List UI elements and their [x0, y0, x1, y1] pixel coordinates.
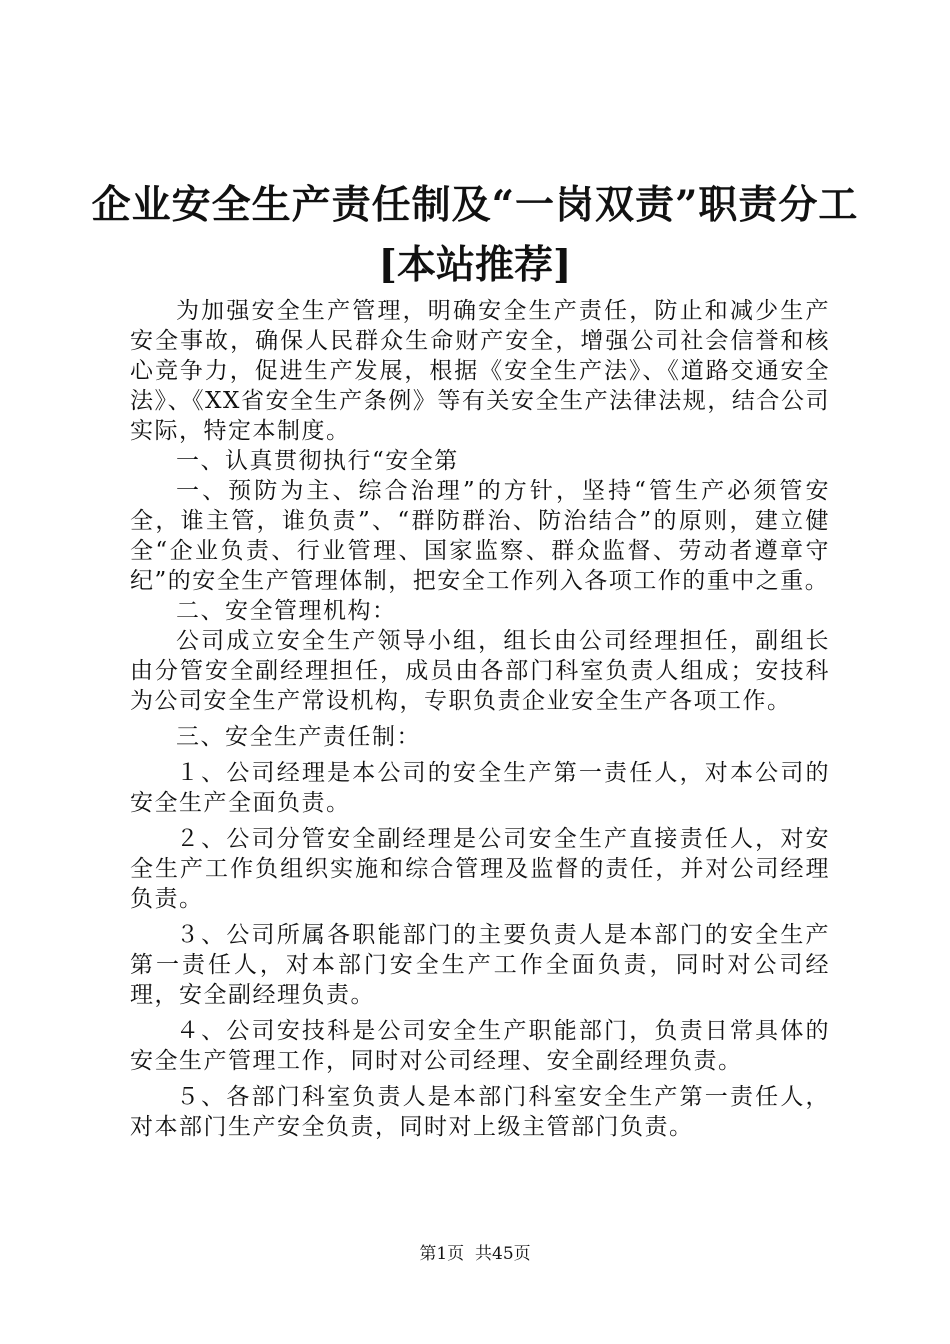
paragraph-policy: 一、预防为主、综合治理”的方针，坚持“管生产必须管安全，谁主管，谁负责”、“群防群治、防治结合”的原则，建立健全“企业负责、行业管理、国家监察、群众监督、劳动者遵章守纪”的安全生产管理体制，把安全工作列入各项工作的重中之重。	[130, 478, 830, 594]
paragraph-organization: 公司成立安全生产领导小组，组长由公司经理担任，副组长由分管安全副经理担任，成员由各部门科室负责人组成；安技科为公司安全生产常设机构，专职负责企业安全生产各项工作。	[130, 628, 830, 714]
page-number: 第1页	[419, 1244, 465, 1264]
paragraph-intro: 为加强安全生产管理，明确安全生产责任，防止和减少生产安全事故，确保人民群众生命财产安全，增强公司社会信誉和核心竞争力，促进生产发展，根据《安全生产法》、《道路交通安全法》、《XX省安全生产条例》等有关安全生产法律法规，结合公司实际，特定本制度。	[130, 298, 830, 444]
list-item-2: ２、公司分管安全副经理是公司安全生产直接责任人，对安全生产工作负组织实施和综合管理及监督的责任，并对公司经理负责。	[130, 826, 830, 912]
section-heading-2: 二、安全管理机构：	[176, 598, 397, 624]
document-subtitle: [本站推荐]	[378, 242, 572, 288]
list-item-4: ４、公司安技科是公司安全生产职能部门，负责日常具体的安全生产管理工作，同时对公司经理、安全副经理负责。	[130, 1018, 830, 1074]
list-item-1: １、公司经理是本公司的安全生产第一责任人，对本公司的安全生产全面负责。	[130, 760, 830, 816]
list-item-3: ３、公司所属各职能部门的主要负责人是本部门的安全生产第一责任人，对本部门安全生产工作全面负责，同时对公司经理，安全副经理负责。	[130, 922, 830, 1008]
list-item-5: ５、各部门科室负责人是本部门科室安全生产第一责任人，对本部门生产安全负责，同时对上级主管部门负责。	[130, 1084, 830, 1140]
page-total: 共45页	[475, 1244, 531, 1264]
section-heading-3: 三、安全生产责任制：	[176, 724, 421, 750]
section-heading-1: 一、认真贯彻执行“安全第	[176, 448, 459, 474]
page-footer	[0, 1243, 950, 1265]
document-title: 企业安全生产责任制及“一岗双责”职责分工	[91, 182, 859, 228]
document-body	[130, 296, 830, 1142]
